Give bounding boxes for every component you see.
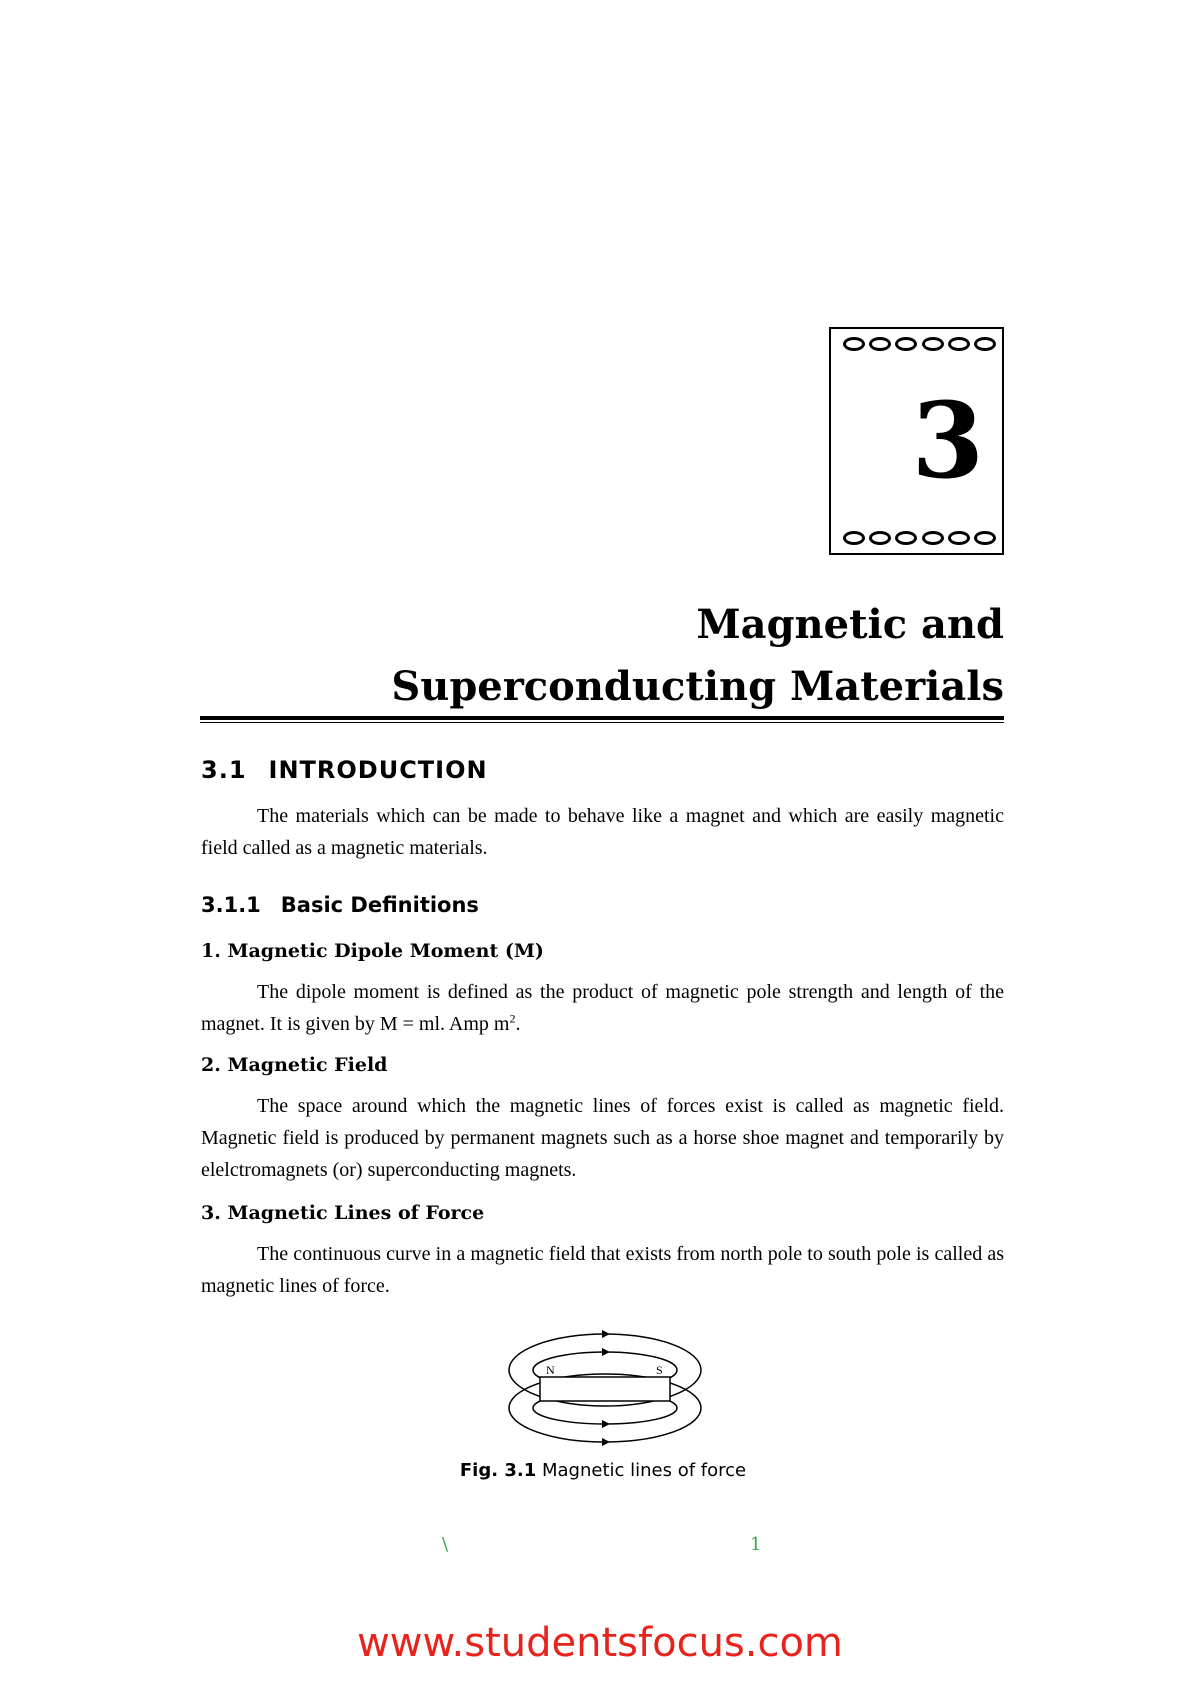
section-title: INTRODUCTION (268, 756, 488, 784)
intro-paragraph (201, 800, 1004, 864)
section-heading (201, 756, 488, 784)
intro-text: The materials which can be made to behave like a magnet and which are easily magnetic field called as a magnetic materials. (201, 805, 1004, 859)
chapter-number-box (829, 327, 1004, 555)
south-pole-label: S (656, 1363, 663, 1377)
title-divider-thin (200, 722, 1004, 723)
ring-icon (948, 337, 970, 351)
footer-website: www.studentsfocus.com (357, 1620, 843, 1666)
arrow-icon (602, 1330, 610, 1338)
ring-icon (869, 531, 891, 545)
title-divider-thick (200, 716, 1004, 720)
magnetic-lines-figure (500, 1320, 710, 1450)
figure-label: Fig. 3.1 (459, 1460, 537, 1481)
arrow-icon (602, 1348, 610, 1356)
ring-icon (974, 337, 996, 351)
figure-caption (0, 1460, 1200, 1481)
chapter-title-line1: Magnetic and (696, 601, 1004, 648)
arrow-icon (602, 1420, 610, 1428)
ring-icon (895, 531, 917, 545)
ring-icon (922, 337, 944, 351)
decorative-ring-border-top (843, 333, 996, 355)
chapter-title-line2: Superconducting Materials (391, 663, 1004, 710)
arrow-icon (602, 1438, 610, 1446)
ring-icon (843, 337, 865, 351)
section-number: 3.1 (201, 756, 247, 784)
ring-icon (974, 531, 996, 545)
decorative-ring-border-bottom (843, 527, 996, 549)
page-mark-left: \ (442, 1534, 449, 1555)
definition-heading-dipole-moment: 1. Magnetic Dipole Moment (M) (201, 940, 544, 962)
subsection-heading (201, 893, 479, 917)
subsection-title: Basic Definitions (280, 893, 479, 917)
magnetic-field-text: The space around which the magnetic lines of forces exist is called as magnetic field. Magnetic field is produced by permanent magnets such as a horse shoe magnet and temporarily by elelctromagnets (or) superconducting magnets. (201, 1095, 1004, 1181)
ring-icon (895, 337, 917, 351)
dipole-moment-text: The dipole moment is defined as the product of magnetic pole strength and length of the magnet. It is given by M = ml. Amp m (201, 981, 1004, 1035)
definition-heading-lines-of-force: 3. Magnetic Lines of Force (201, 1202, 485, 1224)
ring-icon (922, 531, 944, 545)
lines-of-force-text: The continuous curve in a magnetic field that exists from north pole to south pole is called as magnetic lines of force. (201, 1243, 1004, 1297)
definition-text-magnetic-field (201, 1090, 1004, 1186)
chapter-number: 3 (911, 379, 984, 502)
north-pole-label: N (546, 1363, 555, 1377)
bar-magnet (540, 1377, 670, 1401)
superscript-two: 2 (509, 1011, 516, 1026)
figure-caption-text: Magnetic lines of force (541, 1460, 747, 1481)
definition-text-lines-of-force (201, 1238, 1004, 1302)
ring-icon (948, 531, 970, 545)
page-mark-right: 1 (750, 1534, 762, 1555)
ring-icon (843, 531, 865, 545)
dipole-moment-text-end: . (515, 1013, 521, 1035)
definition-heading-magnetic-field: 2. Magnetic Field (201, 1054, 388, 1076)
definition-text-dipole-moment (201, 976, 1004, 1040)
ring-icon (869, 337, 891, 351)
subsection-number: 3.1.1 (201, 893, 261, 917)
